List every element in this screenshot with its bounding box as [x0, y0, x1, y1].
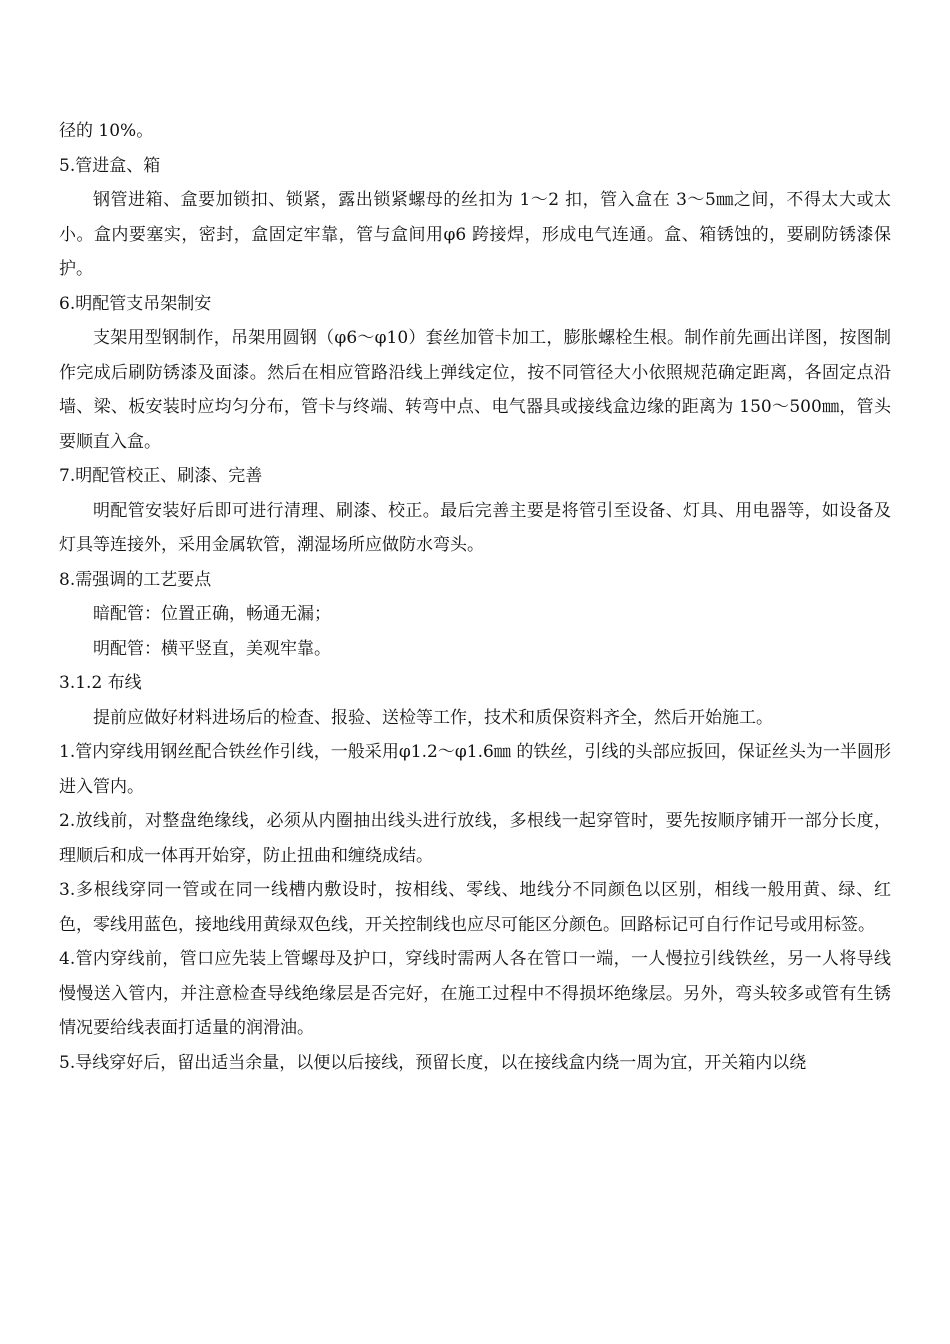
paragraph-concealed-points: 暗配管：位置正确，畅通无漏；: [93, 604, 331, 624]
list-item-5: 5.导线穿好后，留出适当余量，以便以后接线，预留长度，以在接线盒内绕一周为宜，开关箱内以绕: [59, 1052, 807, 1073]
section-heading-5: 5.管进盒、箱: [59, 155, 161, 176]
section-heading-8: 8.需强调的工艺要点: [59, 569, 212, 590]
list-item-2: 2.放线前，对整盘绝缘线，必须从内圈抽出线头进行放线，多根线一起穿管时，要先按顺序铺开一部分长度，理顺后和成一体再开始穿，防止扭曲和缠绕成结。: [59, 811, 891, 866]
paragraph-wiring-intro: 提前应做好材料进场后的检查、报验、送检等工作，技术和质保资料齐全，然后开始施工。: [93, 707, 773, 728]
paragraph-continuation: 径的 10%。: [59, 121, 154, 141]
section-heading-3-1-2: 3.1.2 布线: [59, 673, 142, 693]
list-item-4: 4.管内穿线前，管口应先装上管螺母及护口，穿线时需两人各在管口一端，一人慢拉引线铁丝，另一人将导线慢慢送入管内，并注意检查导线绝缘层是否完好，在施工过程中不得损坏绝缘层。另外，弯头较多或管有生锈情况要给线表面打适量的润滑油。: [59, 949, 891, 1038]
list-item-1: 1.管内穿线用钢丝配合铁丝作引线，一般采用φ1.2～φ1.6㎜ 的铁丝，引线的头部应扳回，保证丝头为一半圆形进入管内。: [59, 742, 891, 797]
list-item-3: 3.多根线穿同一管或在同一线槽内敷设时，按相线、零线、地线分不同颜色以区别，相线一般用黄、绿、红色，零线用蓝色，接地线用黄绿双色线，开关控制线也应尽可能区分颜色。回路标记可自行作记号或用标签。: [59, 880, 891, 935]
paragraph-conduit-finishing: 明配管安装好后即可进行清理、刷漆、校正。最后完善主要是将管引至设备、灯具、用电器等，如设备及灯具等连接外，采用金属软管，潮湿场所应做防水弯头。: [59, 500, 891, 555]
paragraph-box-entry: 钢管进箱、盒要加锁扣、锁紧，露出锁紧螺母的丝扣为 1～2 扣，管入盒在 3～5㎜之间，不得太大或太小。盒内要塞实，密封，盒固定牢靠，管与盒间用φ6 跨接焊，形成电气连通。盒、箱锈蚀的，要刷防锈漆保护。: [59, 190, 891, 279]
section-heading-6: 6.明配管支吊架制安: [59, 293, 212, 314]
document-page: [59, 114, 891, 1080]
paragraph-bracket-fabrication: 支架用型钢制作，吊架用圆钢（φ6～φ10）套丝加管卡加工，膨胀螺栓生根。制作前先画出详图，按图制作完成后刷防锈漆及面漆。然后在相应管路沿线上弹线定位，按不同管径大小依照规范确定距离，各固定点沿墙、梁、板安装时应均匀分布，管卡与终端、转弯中点、电气器具或接线盒边缘的距离为 150～500㎜，管头要顺直入盒。: [59, 328, 891, 452]
section-heading-7: 7.明配管校正、刷漆、完善: [59, 466, 263, 486]
paragraph-exposed-points: 明配管：横平竖直，美观牢靠。: [93, 638, 331, 659]
